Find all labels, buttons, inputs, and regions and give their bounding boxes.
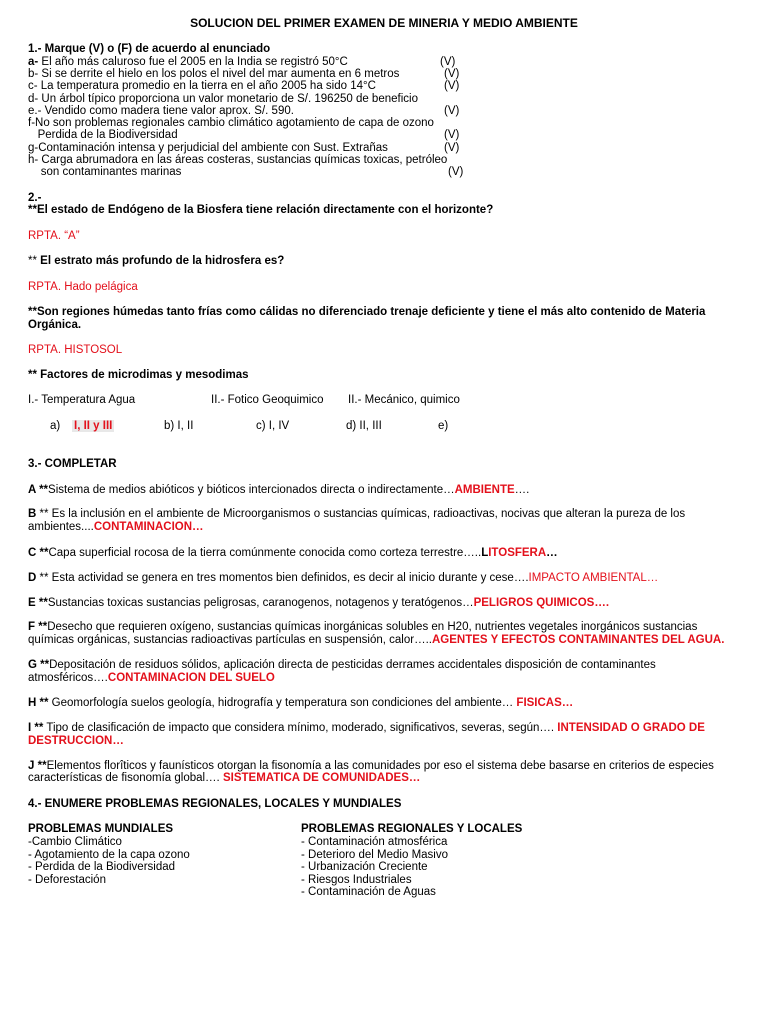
q3-answer: CONTAMINACION DEL SUELO [107, 672, 275, 684]
q3-letter: D [28, 572, 37, 584]
q1-item-a [28, 56, 348, 68]
list-item: - Perdida de la Biodiversidad [28, 861, 176, 873]
q1-item-mark: (V) [448, 166, 464, 178]
list-item: - Riesgos Industriales [301, 874, 412, 886]
q3-stars: ** [35, 597, 48, 609]
q3-stars: ** [34, 760, 47, 772]
q3-text: Desecho que requieren oxígeno, sustancias químicas inorgánicas solubles en H20, nutrientes vegetales inorgánicos sustancias [47, 621, 698, 633]
q4-col1-title: PROBLEMAS MUNDIALES [28, 823, 174, 835]
q2-factor-1: I.- Temperatura Agua [28, 394, 136, 406]
q3-text: Capa superficial rocosa de la tierra comúnmente conocida como corteza terrestre….. [48, 547, 482, 559]
q3-tail: … [546, 547, 558, 559]
q3-item-c [28, 547, 558, 559]
q3-stars: ** [35, 484, 49, 496]
q3-text: atmosféricos…. [28, 672, 108, 684]
q3-answer: PELIGROS QUIMICOS…. [473, 597, 610, 609]
q2-question-c: **Son regiones húmedas tanto frías como cálidas no diferenciado trenaje deficiente y tiene el más alto contenido de Materia Orgánica. [28, 306, 706, 331]
q2-answer-a: RPTA. “A” [28, 230, 80, 242]
q1-item-text: El año más caluroso fue el 2005 en la India se registró 50°C [38, 56, 348, 68]
q3-text: ** Es la inclusión en el ambiente de Microorganismos o sustancias químicas, radioactivas, nocivas que alteran la pureza de los [36, 508, 686, 520]
q1-item-letter: a- [28, 56, 39, 68]
q3-item-j-cont [28, 772, 420, 784]
q3-stars: ** [35, 621, 48, 633]
q3-item-h [28, 697, 573, 709]
q2-heading: 2.- [28, 192, 42, 204]
q3-text: Sistema de medios abióticos y bióticos intercionados directa o indirectamente… [48, 484, 455, 496]
q3-text: ** Esta actividad se genera en tres momentos bien definidos, es decir al inicio durante y cese…. [36, 572, 529, 584]
q3-answer: AGENTES Y EFECTOS CONTAMINANTES DEL AGUA. [431, 634, 725, 646]
q1-item-f-cont: Perdida de la Biodiversidad [28, 129, 178, 141]
q3-stars: ** [36, 659, 50, 671]
q2-question-b-prefix: ** [28, 255, 41, 267]
q2-factor-3: II.- Mecánico, quimico [348, 394, 460, 406]
q2-option-b: b) I, II [164, 420, 194, 432]
q2-factor-2: II.- Fotico Geoquimico [211, 394, 324, 406]
list-item: - Urbanización Creciente [301, 861, 428, 873]
q2-answer-c: RPTA. HISTOSOL [28, 344, 123, 356]
q2-option-a-answer [72, 420, 114, 432]
q3-answer: CONTAMINACION… [93, 521, 204, 533]
list-item: - Contaminación atmosférica [301, 836, 448, 848]
q3-text: ambientes.... [28, 521, 94, 533]
q3-letter: H [28, 697, 37, 709]
q1-item-mark: (V) [444, 105, 460, 117]
q3-heading: 3.- COMPLETAR [28, 458, 117, 470]
q3-letter: C [28, 547, 37, 559]
q3-tail: … [646, 572, 659, 584]
q2-question-a: **El estado de Endógeno de la Biosfera tiene relación directamente con el horizonte? [28, 204, 494, 216]
q3-answer: INTENSIDAD O GRADO DE [554, 722, 705, 734]
q3-answer-initial: L [481, 547, 489, 559]
q1-item-d: d- Un árbol típico proporciona un valor monetario de S/. 196250 de beneficio [28, 93, 418, 105]
q3-letter: E [28, 597, 36, 609]
q3-text: características de fisonomía global…. [28, 772, 220, 784]
q3-stars: ** [36, 547, 49, 559]
q3-answer: FISICAS… [513, 697, 574, 709]
q1-item-mark: (V) [444, 129, 460, 141]
q1-item-b: b- Si se derrite el hielo en los polos el nivel del mar aumenta en 6 metros [28, 68, 400, 80]
q3-text: químicas orgánicas, sustancias radioactivas partículas en suspensión, calor….. [28, 634, 432, 646]
q3-item-j [28, 760, 714, 772]
list-item: - Deterioro del Medio Masivo [301, 849, 449, 861]
q3-letter: J [28, 760, 35, 772]
q3-text: Elementos florîticos y faunísticos otorgan la fisonomía a las comunidades por eso el sistema debe basarse en criterios de especies [46, 760, 714, 772]
q3-answer: ITOSFERA [488, 547, 547, 559]
q2-option-c: c) I, IV [256, 420, 290, 432]
q1-item-mark: (V) [440, 56, 456, 68]
q3-item-b-cont [28, 521, 204, 533]
q4-col2-title: PROBLEMAS REGIONALES Y LOCALES [301, 823, 523, 835]
q1-item-h: h- Carga abrumadora en las áreas costeras, sustancias químicas toxicas, petróleo [28, 154, 448, 166]
q3-text: Depositación de residuos sólidos, aplicación directa de pesticidas derrames accidentales disposición de contaminantes [49, 659, 656, 671]
q3-answer: SISTEMATICA DE COMUNIDADES… [219, 772, 421, 784]
q1-item-g: g-Contaminación intensa y perjudicial del ambiente con Sust. Extrañas [28, 142, 388, 154]
q3-tail: …. [514, 484, 530, 496]
q1-item-mark: (V) [444, 142, 460, 154]
q2-option-a-value: I, II y III [74, 420, 113, 432]
q3-letter: B [28, 508, 37, 520]
q2-question-d: ** Factores de microdimas y mesodimas [28, 369, 249, 381]
q2-answer-b: RPTA. Hado pelágica [28, 281, 138, 293]
q1-item-h-cont: son contaminantes marinas [28, 166, 182, 178]
list-item: - Contaminación de Aguas [301, 886, 436, 898]
q2-question-b [28, 255, 284, 267]
q2-option-d: d) II, III [346, 420, 382, 432]
list-item: - Deforestación [28, 874, 106, 886]
q4-heading: 4.- ENUMERE PROBLEMAS REGIONALES, LOCALES Y MUNDIALES [28, 798, 402, 810]
list-item: - Agotamiento de la capa ozono [28, 849, 190, 861]
q3-item-b [28, 508, 685, 520]
q3-text: Tipo de clasificación de impacto que considera mínimo, moderado, significativos, severas, según…. [43, 722, 555, 734]
q3-answer: AMBIENTE [454, 484, 515, 496]
q1-heading: 1.- Marque (V) o (F) de acuerdo al enunciado [28, 43, 271, 55]
q1-item-e: e.- Vendido como madera tiene valor aprox. S/. 590. [28, 105, 294, 117]
q3-letter: G [28, 659, 37, 671]
q2-option-e: e) [438, 420, 449, 432]
q3-text: Sustancias toxicas sustancias peligrosas, caranogenos, notagenos y teratógenos… [47, 597, 474, 609]
q1-item-c: c- La temperatura promedio en la tierra en el año 2005 ha sido 14°C [28, 80, 376, 92]
document-title: SOLUCION DEL PRIMER EXAMEN DE MINERIA Y MEDIO AMBIENTE [190, 16, 578, 30]
q1-item-mark: (V) [444, 80, 460, 92]
q3-letter: A [28, 484, 36, 496]
q3-item-i [28, 722, 705, 734]
q3-item-e [28, 597, 609, 609]
q3-item-a [28, 484, 529, 496]
q3-item-g [28, 659, 656, 671]
q3-item-g-cont [28, 672, 275, 684]
q3-letter: I [28, 722, 32, 734]
q3-item-f [28, 621, 697, 633]
q1-item-f: f-No son problemas regionales cambio climático agotamiento de capa de ozono [28, 117, 434, 129]
q3-text: Geomorfología suelos geología, hidrografía y temperatura son condiciones del ambiente… [48, 697, 514, 709]
q3-item-i-cont: DESTRUCCION… [28, 735, 124, 747]
q3-stars: ** [31, 722, 44, 734]
q2-question-b-text: El estrato más profundo de la hidrosfera es? [40, 255, 285, 267]
q3-item-f-cont [28, 634, 724, 646]
q3-letter: F [28, 621, 36, 633]
q1-item-mark: (V) [444, 68, 460, 80]
q2-option-a-label: a) [50, 420, 61, 432]
list-item: -Cambio Climático [28, 836, 122, 848]
q3-item-d [28, 572, 658, 584]
q3-stars: ** [36, 697, 49, 709]
q3-answer: IMPACTO AMBIENTAL [528, 572, 647, 584]
